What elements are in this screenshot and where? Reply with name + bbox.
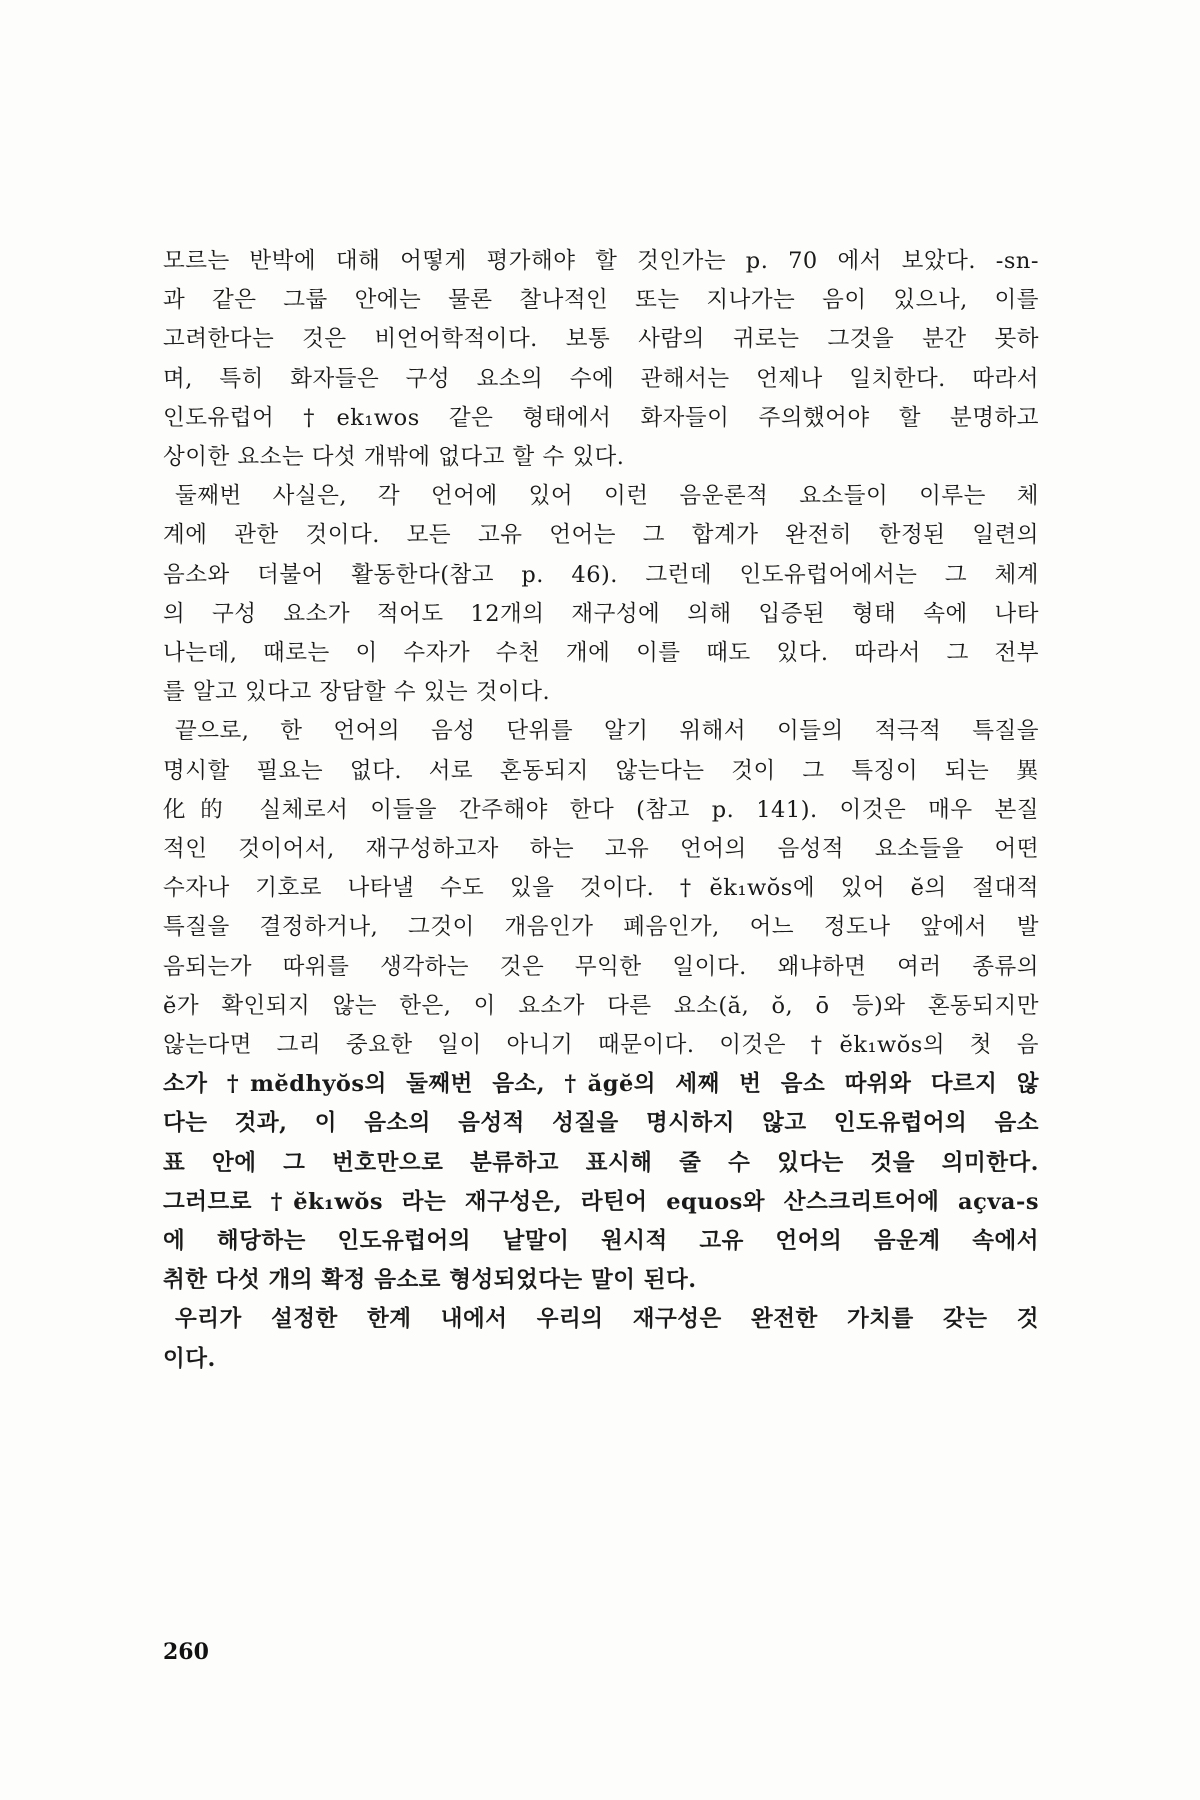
text-line: 특질을 결정하거나, 그것이 개음인가 폐음인가, 어느 정도나 앞에서 발 bbox=[163, 914, 1039, 941]
text-line: 둘째번 사실은, 각 언어에 있어 이런 음운론적 요소들이 이루는 체 bbox=[175, 483, 1039, 510]
text-line: ĕ가 확인되지 않는 한은, 이 요소가 다른 요소(ă, ŏ, ō 등)와 혼동되지만 bbox=[163, 992, 1039, 1019]
text-line: 적인 것이어서, 재구성하고자 하는 고유 언어의 음성적 요소들을 어떤 bbox=[163, 836, 1039, 863]
text-line: 끝으로, 한 언어의 음성 단위를 알기 위해서 이들의 적극적 특질을 bbox=[175, 718, 1039, 745]
text-line: 그러므로 †ĕk₁wŏs 라는 재구성은, 라틴어 equos와 산스크리트어에 açva-s bbox=[163, 1188, 1039, 1215]
text-line: 化的 실체로서 이들을 간주해야 한다 (참고 p. 141). 이것은 매우 본질 bbox=[163, 796, 1039, 823]
text-line: 소가 †mĕdhyŏs의 둘째번 음소, †ăgĕ의 세째 번 음소 따위와 다르지 않 bbox=[163, 1071, 1039, 1098]
text-line: 않는다면 그리 중요한 일이 아니기 때문이다. 이것은 †ĕk₁wŏs의 첫 음 bbox=[163, 1032, 1039, 1059]
text-line: 우리가 설정한 한계 내에서 우리의 재구성은 완전한 가치를 갖는 것 bbox=[175, 1306, 1039, 1333]
text-line: 상이한 요소는 다섯 개밖에 없다고 할 수 있다. bbox=[163, 444, 625, 471]
text-line: 에 해당하는 인도유럽어의 낱말이 원시적 고유 언어의 음운계 속에서 bbox=[163, 1228, 1039, 1255]
page-number: 260 bbox=[163, 1639, 209, 1665]
text-line: 명시할 필요는 없다. 서로 혼동되지 않는다는 것이 그 특징이 되는 異 bbox=[163, 757, 1039, 784]
paragraph-4 bbox=[163, 1300, 1039, 1378]
text-line: 모르는 반박에 대해 어떻게 평가해야 할 것인가는 p. 70 에서 보았다. -sn- bbox=[163, 248, 1039, 274]
text-line: 인도유럽어 †ek₁wos 같은 형태에서 화자들이 주의했어야 할 분명하고 bbox=[163, 404, 1039, 431]
text-line: 다는 것과, 이 음소의 음성적 성질을 명시하지 않고 인도유럽어의 음소 bbox=[163, 1110, 1039, 1137]
text-line: 취한 다섯 개의 확정 음소로 형성되었다는 말이 된다. bbox=[163, 1267, 697, 1294]
text-line: 며, 특히 화자들은 구성 요소의 수에 관해서는 언제나 일치한다. 따라서 bbox=[163, 365, 1039, 392]
text-line: 의 구성 요소가 적어도 12개의 재구성에 의해 입증된 형태 속에 나타 bbox=[163, 600, 1039, 627]
text-line: 계에 관한 것이다. 모든 고유 언어는 그 합계가 완전히 한정된 일련의 bbox=[163, 522, 1039, 549]
paragraph-1 bbox=[163, 242, 1039, 477]
text-line: 과 같은 그룹 안에는 물론 찰나적인 또는 지나가는 음이 있으나, 이를 bbox=[163, 287, 1039, 314]
text-line: 나는데, 때로는 이 수자가 수천 개에 이를 때도 있다. 따라서 그 전부 bbox=[163, 640, 1039, 667]
text-line: 고려한다는 것은 비언어학적이다. 보통 사람의 귀로는 그것을 분간 못하 bbox=[163, 326, 1039, 353]
text-line: 음되는가 따위를 생각하는 것은 무익한 일이다. 왜냐하면 여러 종류의 bbox=[163, 953, 1039, 980]
text-line: 이다. bbox=[163, 1345, 216, 1372]
text-line: 수자나 기호로 나타낼 수도 있을 것이다. †ĕk₁wŏs에 있어 ĕ의 절대적 bbox=[163, 875, 1039, 902]
text-line: 를 알고 있다고 장담할 수 있는 것이다. bbox=[163, 679, 551, 706]
body-text bbox=[163, 242, 1039, 1379]
paragraph-3 bbox=[163, 712, 1039, 1300]
text-line: 표 안에 그 번호만으로 분류하고 표시해 줄 수 있다는 것을 의미한다. bbox=[163, 1149, 1039, 1176]
text-line: 음소와 더불어 활동한다(참고 p. 46). 그런데 인도유럽어에서는 그 체계 bbox=[163, 561, 1039, 588]
paragraph-2 bbox=[163, 477, 1039, 712]
